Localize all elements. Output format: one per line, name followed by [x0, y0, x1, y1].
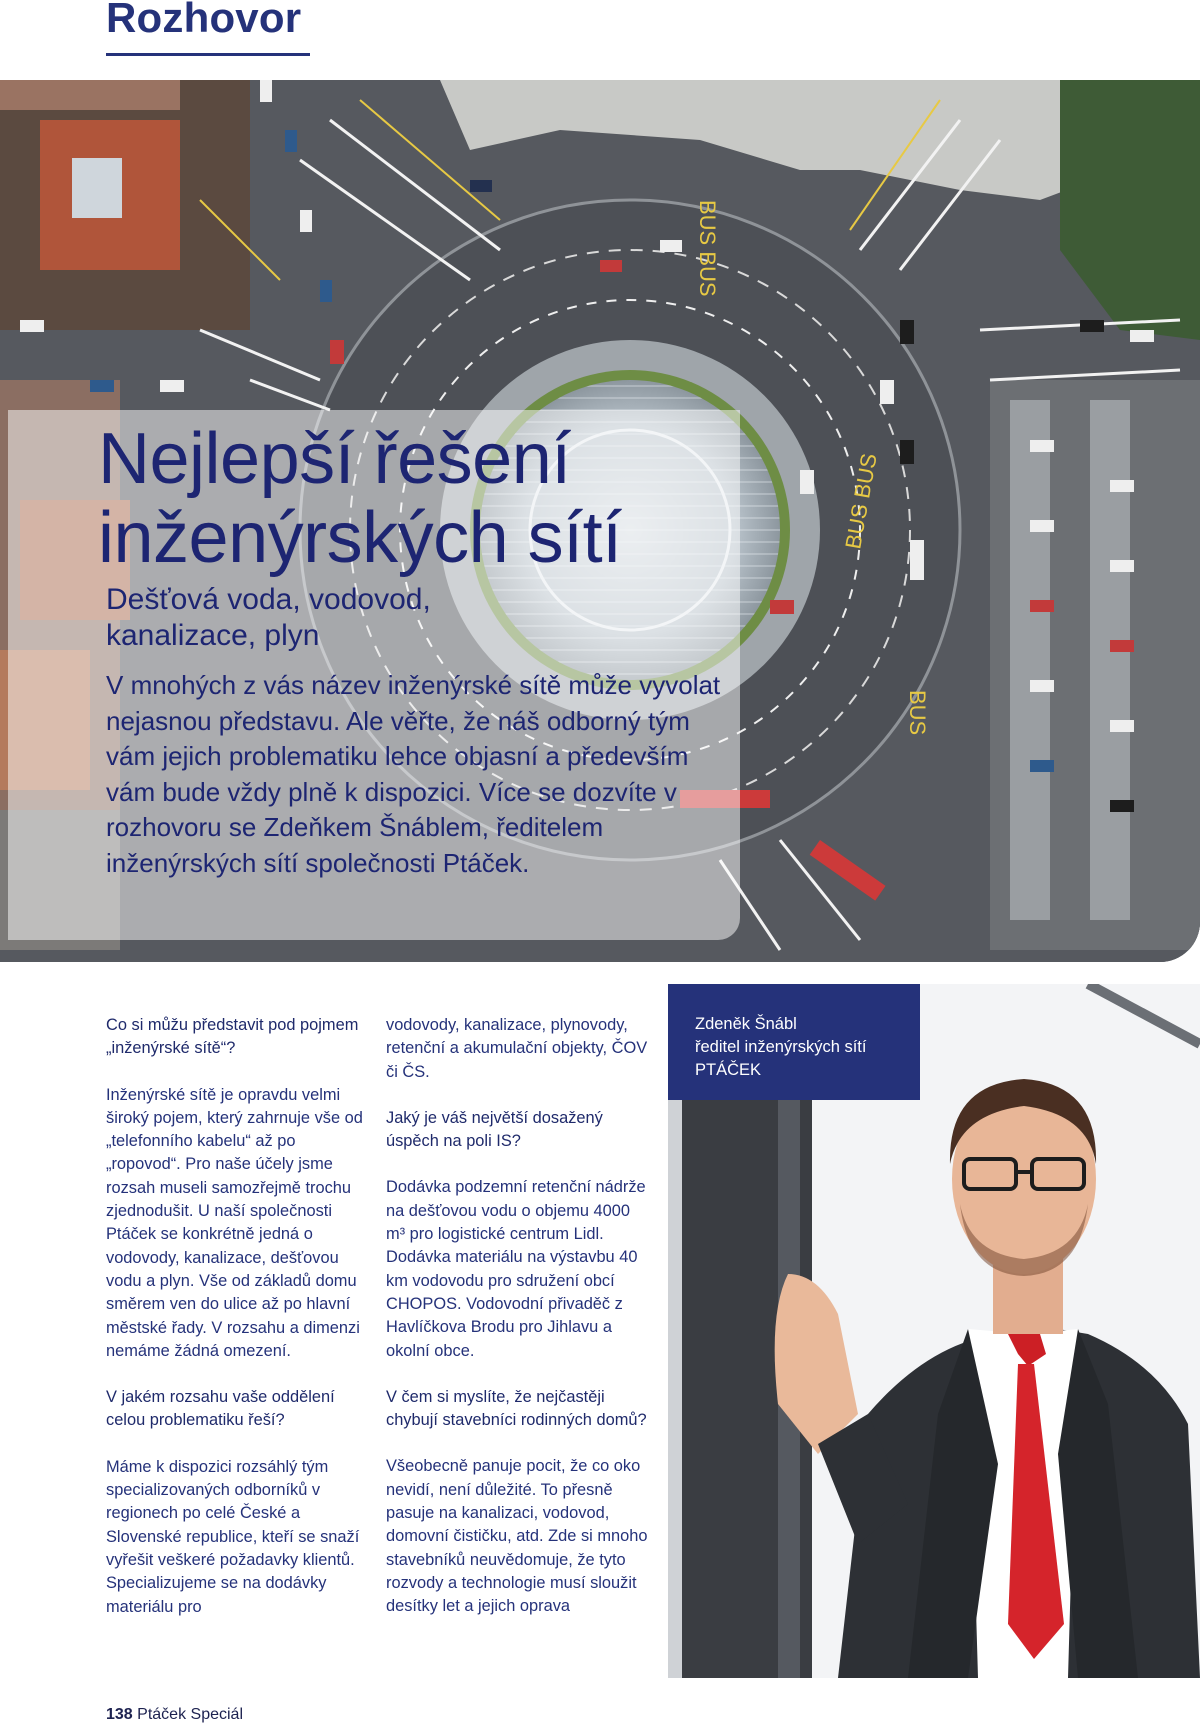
interview-question: V jakém rozsahu vaše oddělení celou problematiku řeší? [106, 1388, 335, 1430]
article-subtitle: Dešťová voda, vodovod, kanalizace, plyn [106, 583, 431, 652]
interview-question: Co si můžu představit pod pojmem „inženýrské sítě“? [106, 1016, 359, 1058]
road-marking-bus-3: BUS [905, 690, 930, 736]
interview-answer: Máme k dispozici rozsáhlý tým specializovaných odborníků v regionech po celé České a Slovenské republice, kteří se snaží vyřešit veškeré požadavky klientů. Specializujeme se na dodávky materiálu pro [106, 1457, 360, 1616]
caption-company: PTÁČEK [695, 1061, 762, 1079]
section-label: Rozhovor [106, 0, 302, 41]
interview-question: V čem si myslíte, že nejčastěji chybují stavebníci rodinných domů? [386, 1387, 647, 1430]
caption-role: ředitel inženýrských sítí [695, 1038, 867, 1056]
road-marking-bus-1: BUS BUS [695, 200, 720, 297]
interview-question: Jaký je váš největší dosažený úspěch na poli IS? [386, 1108, 603, 1151]
publication-name: Ptáček Speciál [137, 1706, 243, 1723]
interview-answer: Všeobecně panuje pocit, že co oko nevidí, není důležité. To přesně pasuje na kanalizaci, vodovod, domovní čističku, atd. Zde si mnoho stavebníků neuvědomuje, že tyto rozvody a technologie musí sloužit desítky let a jejich oprava [386, 1457, 648, 1616]
page-footer [106, 1706, 243, 1724]
page-number: 138 [106, 1706, 133, 1723]
road-marking-bus-2: BUS BUS [840, 451, 882, 551]
interview-answer: Dodávka podzemní retenční nádrže na dešťovou vodu o objemu 4000 m³ pro logistické centrum Lidl. Dodávka materiálu na výstavbu 40 km vodovodu pro sdružení obcí CHOPOS. Vodovodní přivaděč z Havlíčkova Brodu pro Jihlavu a okolní obce. [386, 1178, 646, 1360]
portrait-caption [668, 984, 920, 1100]
caption-name: Zdeněk Šnábl [695, 1015, 797, 1033]
interview-column-1 [106, 1014, 368, 1642]
article-lead: V mnohých z vás název inženýrské sítě může vyvolat nejasnou představu. Ale věřte, že náš odborný tým vám jejich problematiku lehce objasní a především vám bude vždy plně k dispozici. Více se dozvíte v rozhovoru se Zdeňkem Šnáblem, ředitelem inženýrských sítí společnosti Ptáček. [106, 670, 721, 878]
interview-column-2 [386, 1014, 648, 1642]
section-rule [106, 53, 310, 56]
interview-answer: vodovody, kanalizace, plynovody, retenční a akumulační objekty, ČOV či ČS. [386, 1016, 648, 1081]
article-title: Nejlepší řešení inženýrských sítí [98, 419, 622, 578]
interview-answer: Inženýrské sítě je opravdu velmi široký pojem, který zahrnuje vše od „telefonního kabelu“ až po „ropovod“. Pro naše účely jsme rozsah museli samozřejmě trochu zjednodušit. U naší společnosti Ptáček se konkrétně jedná o vodovody, kanalizace, dešťovou vodu a plyn. Vše od základů domu směrem ven do ulice až po hlavní městské řady. V rozsahu a dimenzi nemáme žádná omezení. [106, 1085, 363, 1360]
